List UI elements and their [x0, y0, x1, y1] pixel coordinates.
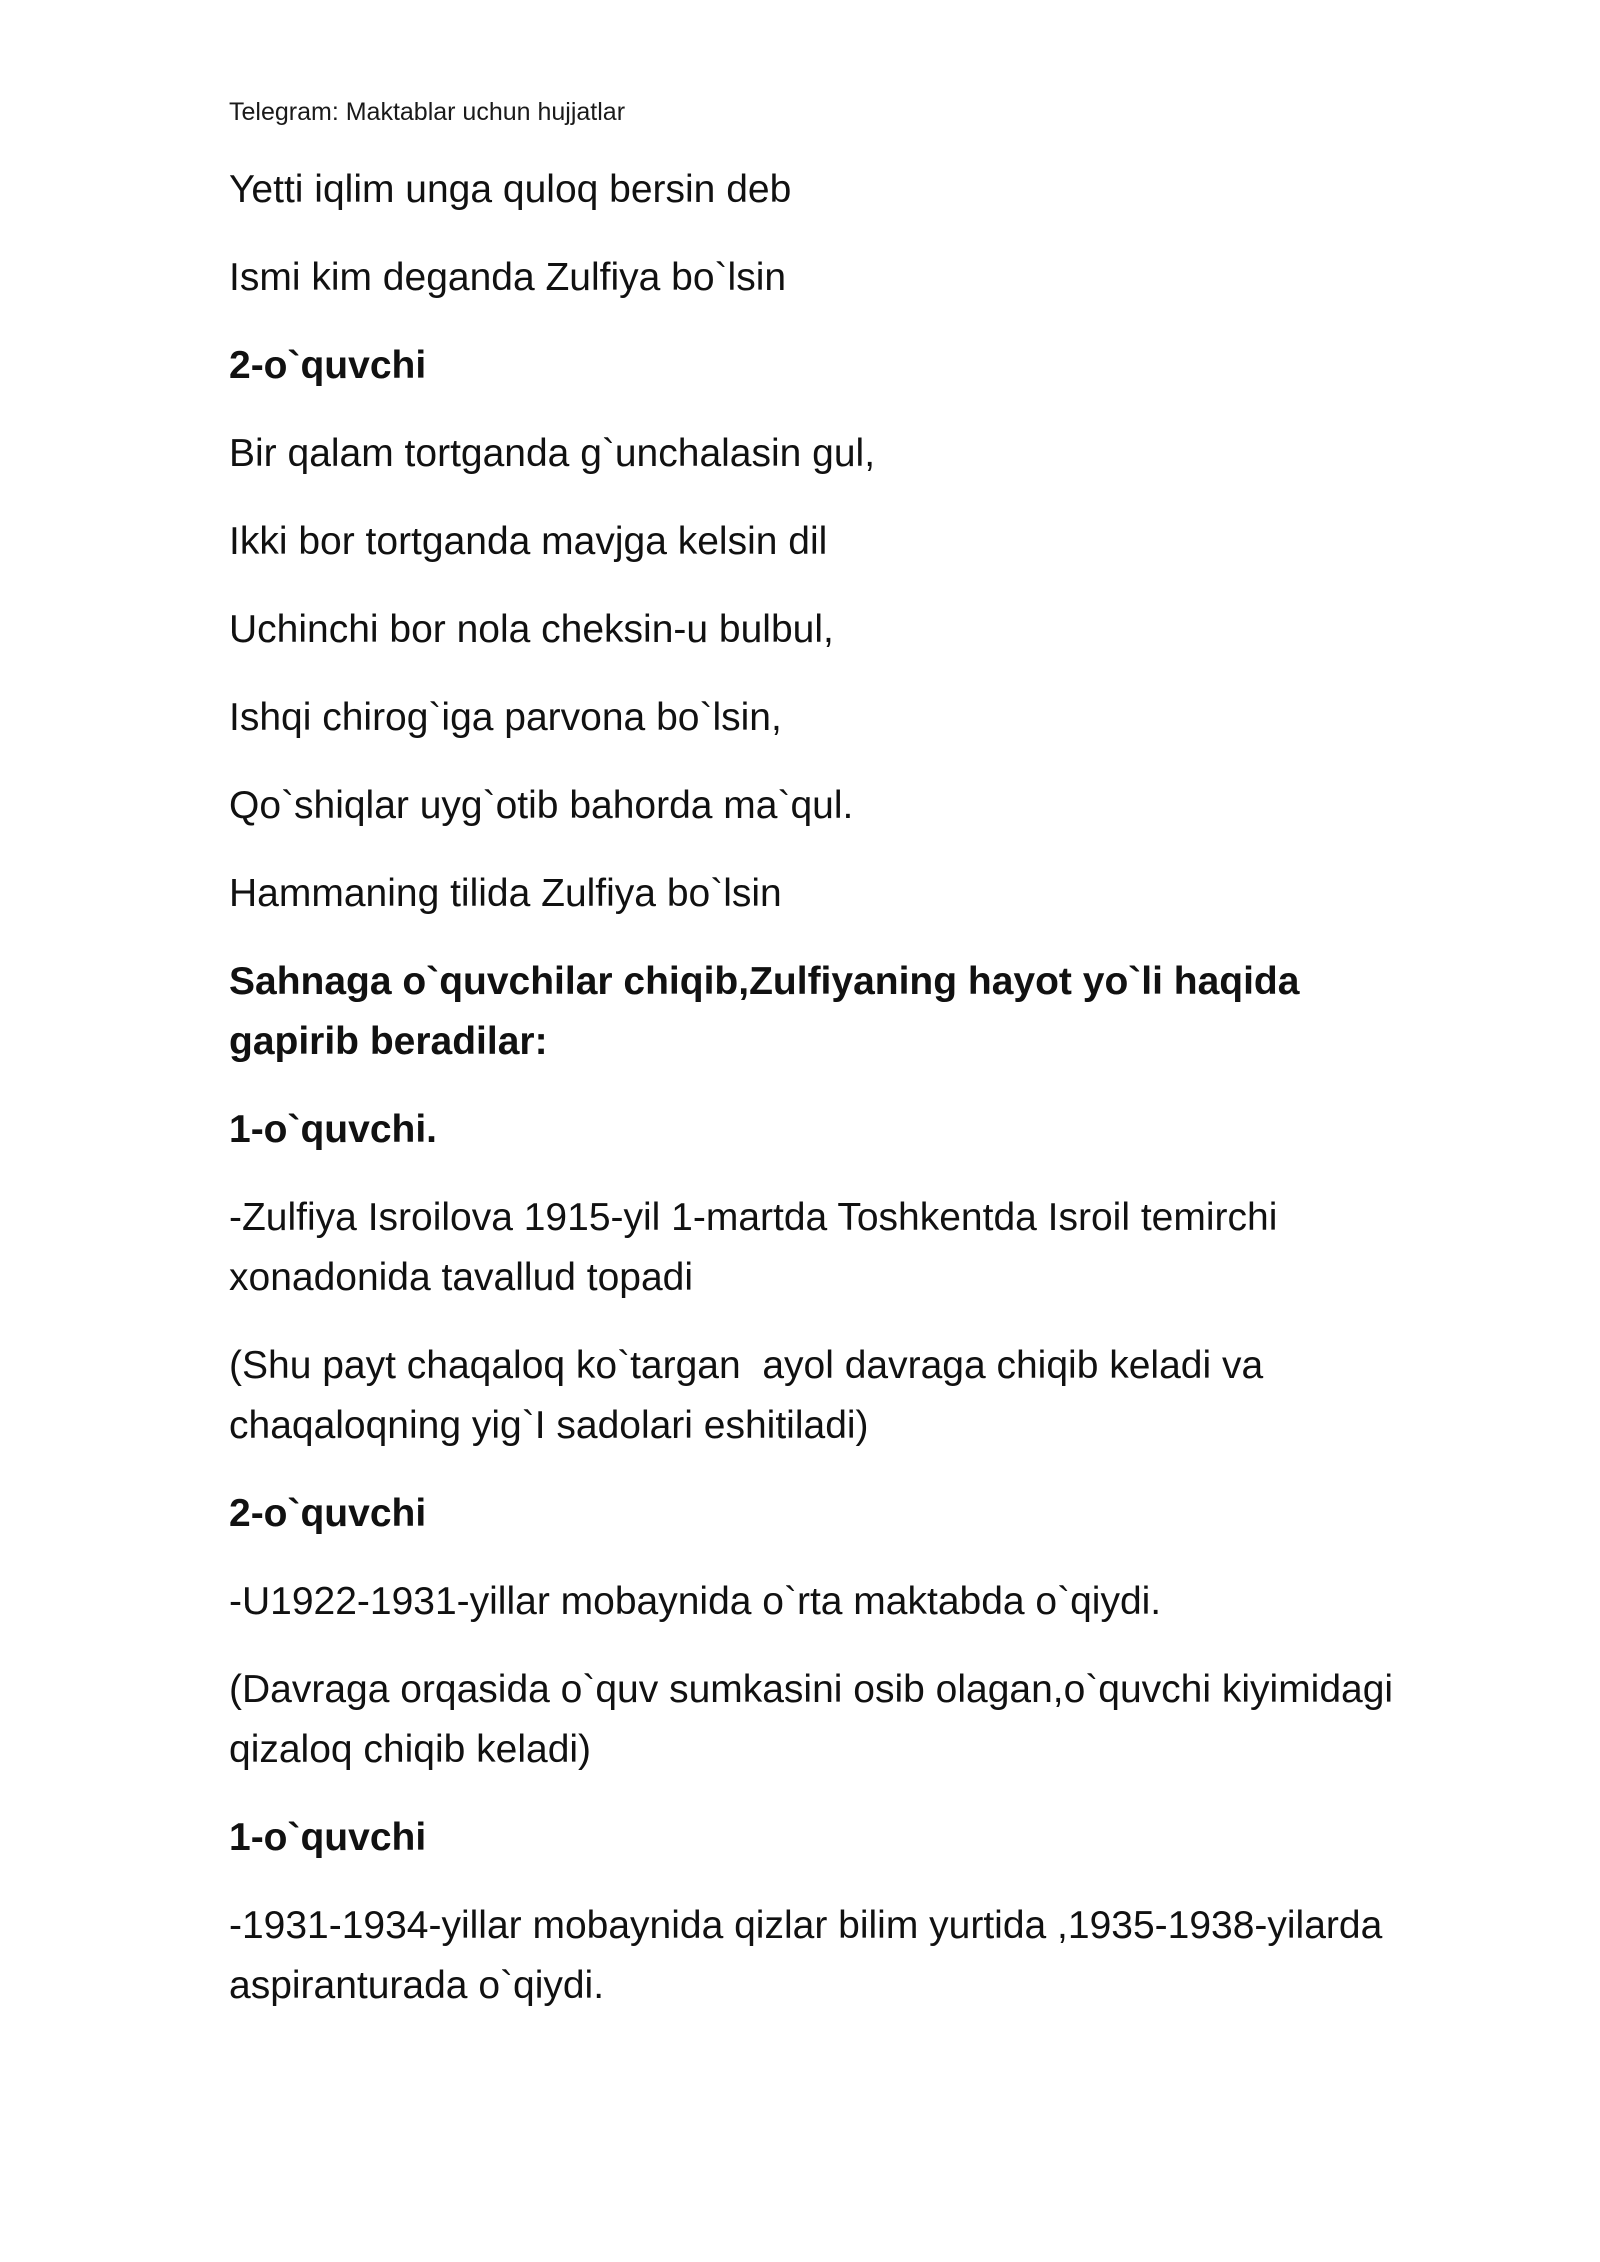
verse-line: Yetti iqlim unga quloq bersin deb	[229, 168, 792, 211]
verse-line: Qo`shiqlar uyg`otib bahorda ma`qul.	[229, 784, 854, 827]
verse-line: Ikki bor tortganda mavjga kelsin dil	[229, 520, 828, 563]
verse-line: Bir qalam tortganda g`unchalasin gul,	[229, 432, 876, 475]
speaker-heading: 2-o`quvchi	[229, 1492, 427, 1535]
verse-line: Hammaning tilida Zulfiya bo`lsin	[229, 872, 782, 915]
stage-direction: (Shu payt chaqaloq ko`targan ayol davraga chiqib keladi va chaqaloqning yig`I sadolari eshitiladi)	[229, 1344, 1274, 1447]
speaker-heading: 1-o`quvchi.	[229, 1108, 438, 1151]
verse-line: Ishqi chirog`iga parvona bo`lsin,	[229, 696, 782, 739]
verse-line: Ismi kim deganda Zulfiya bo`lsin	[229, 256, 787, 299]
stage-direction-heading: Sahnaga o`quvchilar chiqib,Zulfiyaning hayot yo`li haqida gapirib beradilar:	[229, 960, 1311, 1063]
document-body	[229, 160, 1419, 2044]
speech-paragraph: -1931-1934-yillar mobaynida qizlar bilim yurtida ,1935-1938-yilarda aspiranturada o`qiydi.	[229, 1904, 1394, 2007]
stage-direction: (Davraga orqasida o`quv sumkasini osib olagan,o`quvchi kiyimidagi qizaloq chiqib keladi)	[229, 1668, 1404, 1771]
speech-paragraph: -U1922-1931-yillar mobaynida o`rta maktabda o`qiydi.	[229, 1580, 1162, 1623]
speech-paragraph: -Zulfiya Isroilova 1915-yil 1-martda Toshkentda Isroil temirchi xonadonida tavallud topadi	[229, 1196, 1289, 1299]
page-header: Telegram: Maktablar uchun hujjatlar	[229, 98, 626, 126]
speaker-heading: 1-o`quvchi	[229, 1816, 427, 1859]
verse-line: Uchinchi bor nola cheksin-u bulbul,	[229, 608, 834, 651]
speaker-heading: 2-o`quvchi	[229, 344, 427, 387]
